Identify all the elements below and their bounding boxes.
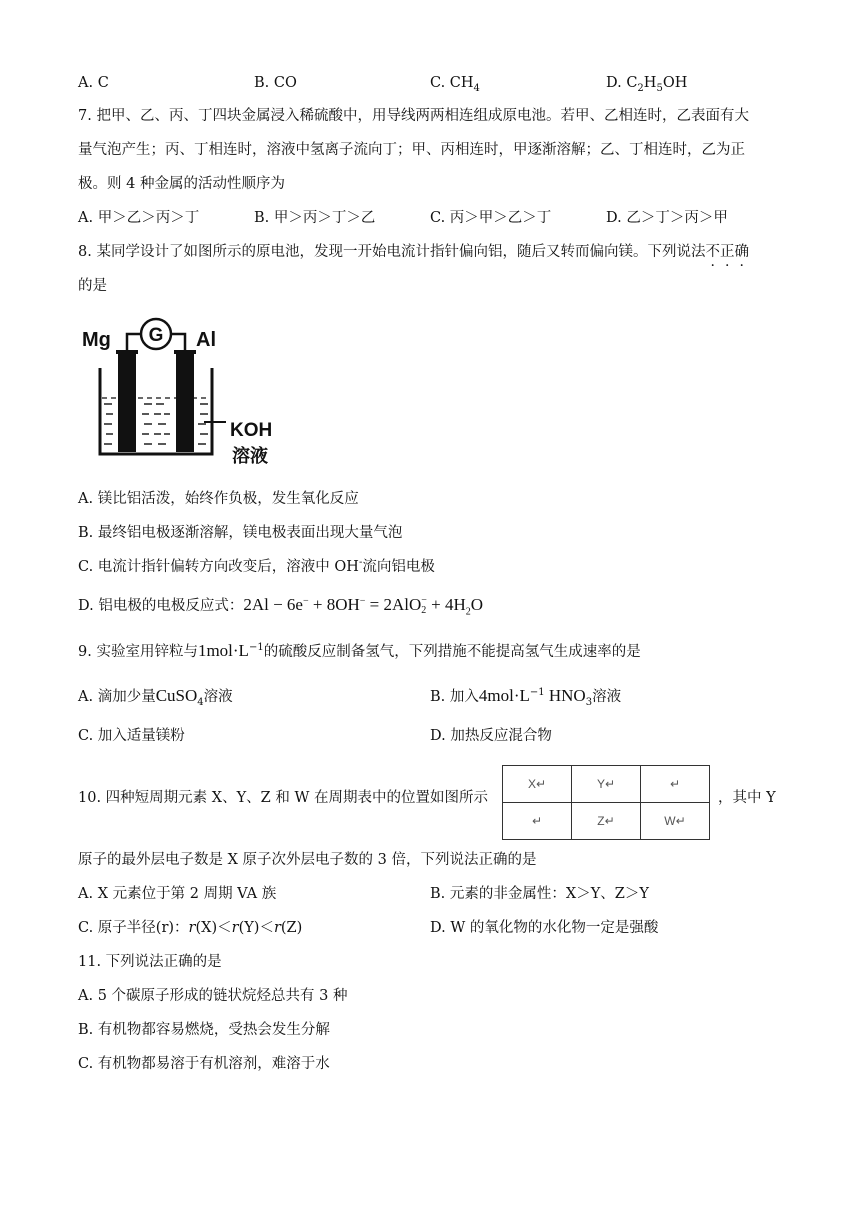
emphasis-char: 确 — [734, 244, 749, 260]
koh-label: KOH — [230, 420, 273, 441]
cell-w: W↵ — [641, 803, 710, 840]
cell-empty: ↵ — [503, 803, 572, 840]
q7-stem-line1: 7. 把甲、乙、丙、丁四块金属浸入稀硫酸中，用导线两两相连组成原电池。若甲、乙相连时，乙表面有大 — [78, 108, 749, 124]
q7-stem-line3: 极。则 4 种金属的活动性顺序为 — [78, 176, 285, 192]
mg-electrode — [118, 354, 136, 452]
q8-option-c: C. 电流计指针偏转方向改变后，溶液中 OH-流向铝电极 — [78, 557, 435, 575]
q6-option-c: C. $CH_4$ — [430, 75, 480, 94]
q10-option-d: D. W 的氧化物的水化物一定是强酸 — [430, 920, 659, 936]
q10-option-c: C. 原子半径(r)：r(X)＜r(Y)＜r(Z) — [78, 920, 303, 936]
q8-option-d: D. 铝电极的电极反应式：2Al − 6e− + 8OH− = 2AlO − 2 + $4H_2O$ — [78, 595, 484, 618]
cell-empty: ↵ — [641, 766, 710, 803]
q8-option-a: A. 镁比铝活泼，始终作负极，发生氧化反应 — [78, 491, 359, 507]
q10-option-a: A. X 元素位于第 2 周期 VA 族 — [78, 886, 277, 902]
q11-option-b: B. 有机物都容易燃烧，受热会发生分解 — [78, 1022, 330, 1038]
q7-option-c: C. 丙＞甲＞乙＞丁 — [430, 210, 552, 226]
q10-option-b: B. 元素的非金属性：X＞Y、Z＞Y — [430, 886, 649, 902]
q8-stem-line1: 8. 某同学设计了如图所示的原电池，发现一开始电流计指针偏向铝，随后又转而偏向镁。下列说法不正确 — [78, 244, 749, 260]
galvanic-cell-diagram — [82, 312, 302, 482]
q6-option-a: A. C — [78, 75, 109, 91]
q10-stem-line1: 10. 四种短周期元素 X、Y、Z 和 W 在周期表中的位置如图所示 — [78, 790, 488, 806]
q7-stem-line2: 量气泡产生；丙、丁相连时，溶液中氢离子流向丁；甲、丙相连时，甲逐渐溶解；乙、丁相连时，乙为正 — [78, 142, 745, 158]
q11-option-a: A. 5 个碳原子形成的链状烷烃总共有 3 种 — [78, 988, 348, 1004]
cell-z: Z↵ — [572, 803, 641, 840]
cell-y: Y↵ — [572, 766, 641, 803]
cell-x: X↵ — [503, 766, 572, 803]
q10-stem-line2: 原子的最外层电子数是 X 原子次外层电子数的 3 倍，下列说法正确的是 — [78, 852, 537, 868]
q7-option-d: D. 乙＞丁＞丙＞甲 — [606, 210, 728, 226]
q8-stem-line2: 的是 — [78, 278, 107, 294]
q11-stem: 11. 下列说法正确的是 — [78, 954, 222, 970]
galvanometer-label: G — [148, 325, 164, 346]
emphasis-char: 正 — [719, 244, 735, 260]
emphasis-char: 不 — [705, 244, 720, 260]
q9-option-c: C. 加入适量镁粉 — [78, 728, 185, 744]
wire-left — [127, 334, 140, 352]
q8-option-b: B. 最终铝电极逐渐溶解，镁电极表面出现大量气泡 — [78, 525, 403, 541]
q6-option-d: D. $C_2H_5OH$ — [606, 75, 688, 94]
beaker — [100, 368, 212, 454]
wire-right — [172, 334, 185, 352]
q9-option-a: A. 滴加少量CuSO$_4$溶液 — [78, 686, 233, 708]
q10-stem-tail: ，其中 Y — [718, 790, 776, 806]
q6-option-b: B. CO — [254, 75, 297, 91]
q7-option-a: A. 甲＞乙＞丙＞丁 — [78, 210, 200, 226]
q7-option-b: B. 甲＞丙＞丁＞乙 — [254, 210, 376, 226]
q9-stem: 9. 实验室用锌粒与$1mol\cdot L^{-1}$的硫酸反应制备氢气，下列措施不能提高氢气生成速率的是 — [78, 641, 641, 660]
al-electrode — [176, 354, 194, 452]
electrode-equation: 2Al − 6e− + 8OH− = 2AlO − 2 + $4H_2O$ — [243, 595, 484, 618]
q9-option-d: D. 加热反应混合物 — [430, 728, 552, 744]
mg-label: Mg — [82, 329, 111, 351]
al-label: Al — [196, 329, 216, 351]
periodic-table-fragment — [502, 765, 710, 840]
solution-label: 溶液 — [232, 446, 268, 467]
q9-option-b: B. 加入$4mol\cdot L^{-1}$ $HNO_3$溶液 — [430, 686, 622, 708]
q11-option-c: C. 有机物都易溶于有机溶剂，难溶于水 — [78, 1056, 330, 1072]
